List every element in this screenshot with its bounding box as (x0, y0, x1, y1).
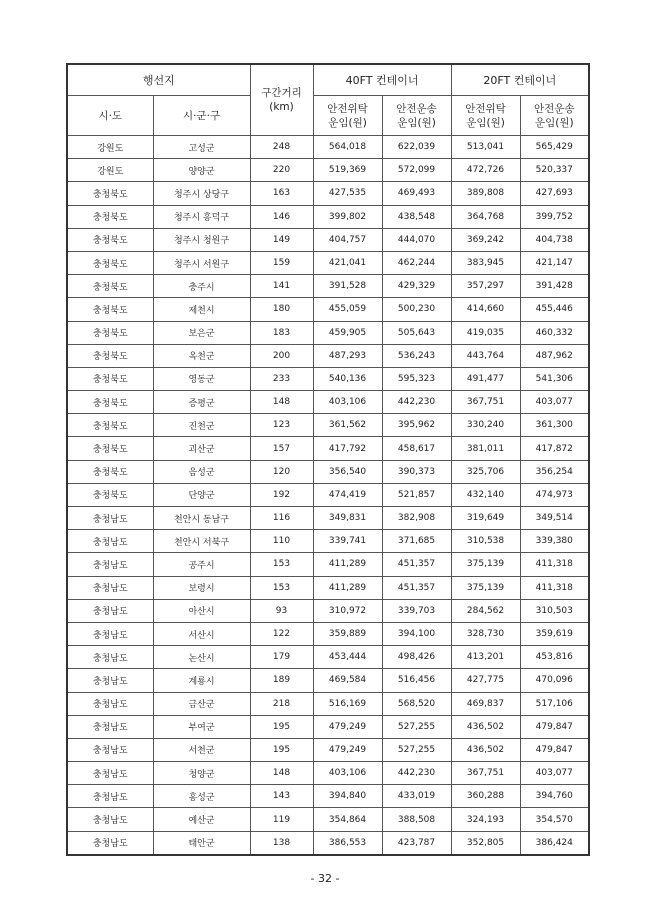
ft40-consign-cell: 349,831 (313, 507, 382, 530)
header-40ft: 40FT 컨테이너 (313, 64, 451, 96)
header-40ft-transport-unit: 운임(원) (397, 116, 436, 129)
header-region: 행선지 (67, 64, 250, 96)
table-row (67, 553, 589, 576)
header-20ft-consign-label: 안전위탁 (465, 102, 506, 115)
ft40-consign-cell: 427,535 (313, 182, 382, 205)
ft20-consign-cell: 436,502 (451, 715, 520, 738)
ft20-consign-cell: 375,139 (451, 553, 520, 576)
ft20-transport-cell: 541,306 (520, 367, 589, 390)
header-40ft-consign (313, 96, 382, 136)
ft40-transport-cell: 469,493 (382, 182, 451, 205)
distance-cell: 146 (250, 205, 313, 228)
table-row (67, 344, 589, 367)
ft40-transport-cell: 622,039 (382, 136, 451, 159)
distance-cell: 149 (250, 228, 313, 251)
city-cell: 옥천군 (153, 344, 250, 367)
city-cell: 양양군 (153, 159, 250, 182)
table-row (67, 692, 589, 715)
table-row (67, 530, 589, 553)
ft40-consign-cell: 354,864 (313, 808, 382, 831)
city-cell: 청주시 상당구 (153, 182, 250, 205)
distance-cell: 200 (250, 344, 313, 367)
ft40-consign-cell: 404,757 (313, 228, 382, 251)
ft40-transport-cell: 527,255 (382, 715, 451, 738)
ft40-transport-cell: 521,857 (382, 483, 451, 506)
province-cell: 충청남도 (67, 599, 153, 622)
ft40-consign-cell: 356,540 (313, 460, 382, 483)
city-cell: 증평군 (153, 391, 250, 414)
ft20-consign-cell: 472,726 (451, 159, 520, 182)
distance-cell: 153 (250, 553, 313, 576)
ft20-transport-cell: 403,077 (520, 762, 589, 785)
province-cell: 충청남도 (67, 762, 153, 785)
ft20-transport-cell: 460,332 (520, 321, 589, 344)
city-cell: 서천군 (153, 738, 250, 761)
ft40-consign-cell: 391,528 (313, 275, 382, 298)
header-20ft-transport-unit: 운임(원) (534, 116, 574, 129)
province-cell: 충청북도 (67, 483, 153, 506)
ft40-consign-cell: 564,018 (313, 136, 382, 159)
table-row (67, 391, 589, 414)
province-cell: 충청남도 (67, 622, 153, 645)
table-row (67, 669, 589, 692)
city-cell: 홍성군 (153, 785, 250, 808)
distance-cell: 195 (250, 738, 313, 761)
ft20-transport-cell: 474,973 (520, 483, 589, 506)
ft20-consign-cell: 367,751 (451, 391, 520, 414)
ft40-transport-cell: 388,508 (382, 808, 451, 831)
table-row (67, 715, 589, 738)
city-cell: 충주시 (153, 275, 250, 298)
ft20-transport-cell: 349,514 (520, 507, 589, 530)
ft20-consign-cell: 436,502 (451, 738, 520, 761)
ft40-consign-cell: 459,905 (313, 321, 382, 344)
distance-cell: 148 (250, 762, 313, 785)
ft20-transport-cell: 361,300 (520, 414, 589, 437)
table-row (67, 228, 589, 251)
city-cell: 부여군 (153, 715, 250, 738)
province-cell: 충청북도 (67, 460, 153, 483)
ft40-transport-cell: 442,230 (382, 391, 451, 414)
distance-cell: 195 (250, 715, 313, 738)
ft20-transport-cell: 404,738 (520, 228, 589, 251)
province-cell: 충청남도 (67, 785, 153, 808)
city-cell: 예산군 (153, 808, 250, 831)
city-cell: 진천군 (153, 414, 250, 437)
distance-cell: 116 (250, 507, 313, 530)
ft40-transport-cell: 451,357 (382, 553, 451, 576)
city-cell: 공주시 (153, 553, 250, 576)
ft40-transport-cell: 516,456 (382, 669, 451, 692)
distance-cell: 179 (250, 646, 313, 669)
table-row (67, 182, 589, 205)
distance-cell: 119 (250, 808, 313, 831)
ft20-consign-cell: 443,764 (451, 344, 520, 367)
city-cell: 청주시 청원구 (153, 228, 250, 251)
city-cell: 청주시 서원구 (153, 251, 250, 274)
table-row (67, 831, 589, 855)
ft20-consign-cell: 330,240 (451, 414, 520, 437)
distance-cell: 110 (250, 530, 313, 553)
distance-cell: 157 (250, 437, 313, 460)
ft40-transport-cell: 451,357 (382, 576, 451, 599)
ft20-consign-cell: 360,288 (451, 785, 520, 808)
distance-cell: 123 (250, 414, 313, 437)
province-cell: 충청북도 (67, 228, 153, 251)
ft40-transport-cell: 371,685 (382, 530, 451, 553)
ft20-transport-cell: 417,872 (520, 437, 589, 460)
header-20ft-transport (520, 96, 589, 136)
ft40-transport-cell: 498,426 (382, 646, 451, 669)
city-cell: 아산시 (153, 599, 250, 622)
distance-cell: 218 (250, 692, 313, 715)
ft40-consign-cell: 479,249 (313, 715, 382, 738)
ft40-transport-cell: 458,617 (382, 437, 451, 460)
ft40-consign-cell: 403,106 (313, 391, 382, 414)
ft20-consign-cell: 325,706 (451, 460, 520, 483)
ft20-transport-cell: 455,446 (520, 298, 589, 321)
ft40-transport-cell: 536,243 (382, 344, 451, 367)
ft20-consign-cell: 324,193 (451, 808, 520, 831)
province-cell: 강원도 (67, 159, 153, 182)
ft40-consign-cell: 519,369 (313, 159, 382, 182)
distance-cell: 248 (250, 136, 313, 159)
table-row (67, 367, 589, 390)
ft20-consign-cell: 328,730 (451, 622, 520, 645)
city-cell: 천안시 동남구 (153, 507, 250, 530)
province-cell: 충청남도 (67, 553, 153, 576)
ft40-consign-cell: 455,059 (313, 298, 382, 321)
ft20-transport-cell: 411,318 (520, 576, 589, 599)
distance-cell: 233 (250, 367, 313, 390)
ft40-consign-cell: 394,840 (313, 785, 382, 808)
header-40ft-consign-unit: 운임(원) (328, 116, 367, 129)
ft40-consign-cell: 417,792 (313, 437, 382, 460)
ft40-transport-cell: 438,548 (382, 205, 451, 228)
city-cell: 보은군 (153, 321, 250, 344)
city-cell: 괴산군 (153, 437, 250, 460)
ft20-transport-cell: 356,254 (520, 460, 589, 483)
ft40-transport-cell: 505,643 (382, 321, 451, 344)
table-row (67, 576, 589, 599)
ft20-consign-cell: 513,041 (451, 136, 520, 159)
ft20-transport-cell: 453,816 (520, 646, 589, 669)
ft20-transport-cell: 339,380 (520, 530, 589, 553)
ft20-transport-cell: 359,619 (520, 622, 589, 645)
ft20-transport-cell: 399,752 (520, 205, 589, 228)
province-cell: 충청북도 (67, 437, 153, 460)
ft20-transport-cell: 354,570 (520, 808, 589, 831)
page-number: - 32 - (310, 872, 340, 885)
ft20-consign-cell: 352,805 (451, 831, 520, 855)
city-cell: 논산시 (153, 646, 250, 669)
ft40-consign-cell: 339,741 (313, 530, 382, 553)
distance-cell: 141 (250, 275, 313, 298)
ft40-transport-cell: 382,908 (382, 507, 451, 530)
ft40-consign-cell: 421,041 (313, 251, 382, 274)
province-cell: 충청북도 (67, 205, 153, 228)
header-40ft-consign-label: 안전위탁 (327, 102, 368, 115)
ft40-consign-cell: 386,553 (313, 831, 382, 855)
ft40-consign-cell: 411,289 (313, 576, 382, 599)
table-row (67, 599, 589, 622)
ft40-consign-cell: 403,106 (313, 762, 382, 785)
distance-cell: 122 (250, 622, 313, 645)
ft20-consign-cell: 414,660 (451, 298, 520, 321)
distance-cell: 143 (250, 785, 313, 808)
table-row (67, 507, 589, 530)
ft40-consign-cell: 411,289 (313, 553, 382, 576)
ft20-transport-cell: 427,693 (520, 182, 589, 205)
header-20ft-transport-label: 안전운송 (534, 102, 575, 115)
ft20-transport-cell: 403,077 (520, 391, 589, 414)
province-cell: 충청북도 (67, 275, 153, 298)
table-row (67, 483, 589, 506)
header-40ft-transport-label: 안전운송 (396, 102, 437, 115)
distance-cell: 148 (250, 391, 313, 414)
distance-cell: 163 (250, 182, 313, 205)
distance-cell: 153 (250, 576, 313, 599)
distance-cell: 180 (250, 298, 313, 321)
ft40-consign-cell: 479,249 (313, 738, 382, 761)
table-row (67, 414, 589, 437)
distance-cell: 120 (250, 460, 313, 483)
distance-cell: 159 (250, 251, 313, 274)
ft40-consign-cell: 359,889 (313, 622, 382, 645)
city-cell: 영동군 (153, 367, 250, 390)
distance-cell: 183 (250, 321, 313, 344)
city-cell: 음성군 (153, 460, 250, 483)
ft20-consign-cell: 432,140 (451, 483, 520, 506)
province-cell: 충청북도 (67, 298, 153, 321)
header-city: 시·군·구 (153, 96, 250, 136)
ft20-transport-cell: 479,847 (520, 738, 589, 761)
city-cell: 고성군 (153, 136, 250, 159)
ft40-transport-cell: 339,703 (382, 599, 451, 622)
ft40-transport-cell: 423,787 (382, 831, 451, 855)
city-cell: 태안군 (153, 831, 250, 855)
ft40-transport-cell: 572,099 (382, 159, 451, 182)
ft20-transport-cell: 565,429 (520, 136, 589, 159)
ft40-transport-cell: 394,100 (382, 622, 451, 645)
header-20ft-consign (451, 96, 520, 136)
city-cell: 계룡시 (153, 669, 250, 692)
province-cell: 충청남도 (67, 576, 153, 599)
ft40-consign-cell: 361,562 (313, 414, 382, 437)
province-cell: 충청남도 (67, 669, 153, 692)
ft40-transport-cell: 429,329 (382, 275, 451, 298)
ft20-consign-cell: 357,297 (451, 275, 520, 298)
ft20-consign-cell: 369,242 (451, 228, 520, 251)
table-row (67, 785, 589, 808)
ft20-consign-cell: 375,139 (451, 576, 520, 599)
header-province: 시·도 (67, 96, 153, 136)
city-cell: 제천시 (153, 298, 250, 321)
city-cell: 단양군 (153, 483, 250, 506)
ft40-consign-cell: 453,444 (313, 646, 382, 669)
ft40-consign-cell: 310,972 (313, 599, 382, 622)
table-row (67, 738, 589, 761)
city-cell: 청주시 흥덕구 (153, 205, 250, 228)
city-cell: 금산군 (153, 692, 250, 715)
table-body (67, 136, 589, 855)
province-cell: 충청남도 (67, 715, 153, 738)
ft20-transport-cell: 391,428 (520, 275, 589, 298)
province-cell: 충청북도 (67, 251, 153, 274)
ft40-transport-cell: 595,323 (382, 367, 451, 390)
ft20-consign-cell: 491,477 (451, 367, 520, 390)
city-cell: 청양군 (153, 762, 250, 785)
ft20-consign-cell: 419,035 (451, 321, 520, 344)
table-row (67, 136, 589, 159)
city-cell: 보령시 (153, 576, 250, 599)
ft20-consign-cell: 389,808 (451, 182, 520, 205)
distance-cell: 189 (250, 669, 313, 692)
ft40-consign-cell: 516,169 (313, 692, 382, 715)
table-row (67, 275, 589, 298)
header-20ft: 20FT 컨테이너 (451, 64, 589, 96)
ft20-consign-cell: 367,751 (451, 762, 520, 785)
distance-cell: 93 (250, 599, 313, 622)
ft20-transport-cell: 487,962 (520, 344, 589, 367)
ft20-consign-cell: 427,775 (451, 669, 520, 692)
table-row (67, 159, 589, 182)
province-cell: 충청남도 (67, 692, 153, 715)
table-row (67, 622, 589, 645)
province-cell: 충청남도 (67, 738, 153, 761)
province-cell: 충청북도 (67, 391, 153, 414)
ft20-transport-cell: 411,318 (520, 553, 589, 576)
ft20-consign-cell: 364,768 (451, 205, 520, 228)
province-cell: 충청남도 (67, 808, 153, 831)
ft40-consign-cell: 474,419 (313, 483, 382, 506)
ft40-transport-cell: 390,373 (382, 460, 451, 483)
freight-rate-table (66, 63, 590, 856)
province-cell: 충청북도 (67, 182, 153, 205)
ft40-transport-cell: 444,070 (382, 228, 451, 251)
province-cell: 충청남도 (67, 530, 153, 553)
ft40-transport-cell: 527,255 (382, 738, 451, 761)
province-cell: 강원도 (67, 136, 153, 159)
table-row (67, 437, 589, 460)
province-cell: 충청북도 (67, 414, 153, 437)
ft40-transport-cell: 395,962 (382, 414, 451, 437)
province-cell: 충청남도 (67, 646, 153, 669)
province-cell: 충청남도 (67, 831, 153, 855)
table-row (67, 205, 589, 228)
table-row (67, 646, 589, 669)
table-row (67, 808, 589, 831)
ft40-consign-cell: 469,584 (313, 669, 382, 692)
ft40-transport-cell: 442,230 (382, 762, 451, 785)
ft40-consign-cell: 399,802 (313, 205, 382, 228)
city-cell: 서산시 (153, 622, 250, 645)
table-row (67, 460, 589, 483)
distance-cell: 192 (250, 483, 313, 506)
header-distance (250, 64, 313, 136)
ft20-consign-cell: 469,837 (451, 692, 520, 715)
ft20-transport-cell: 517,106 (520, 692, 589, 715)
table-row (67, 762, 589, 785)
ft20-transport-cell: 386,424 (520, 831, 589, 855)
ft20-transport-cell: 479,847 (520, 715, 589, 738)
ft40-transport-cell: 568,520 (382, 692, 451, 715)
ft20-consign-cell: 381,011 (451, 437, 520, 460)
ft20-transport-cell: 421,147 (520, 251, 589, 274)
ft20-consign-cell: 319,649 (451, 507, 520, 530)
province-cell: 충청북도 (67, 321, 153, 344)
ft40-consign-cell: 487,293 (313, 344, 382, 367)
table-row (67, 321, 589, 344)
ft20-consign-cell: 413,201 (451, 646, 520, 669)
header-20ft-consign-unit: 운임(원) (466, 116, 505, 129)
ft40-transport-cell: 500,230 (382, 298, 451, 321)
ft20-consign-cell: 284,562 (451, 599, 520, 622)
header-40ft-transport (382, 96, 451, 136)
ft40-transport-cell: 433,019 (382, 785, 451, 808)
province-cell: 충청남도 (67, 507, 153, 530)
ft40-consign-cell: 540,136 (313, 367, 382, 390)
header-distance-label: 구간거리 (261, 87, 302, 99)
ft20-consign-cell: 383,945 (451, 251, 520, 274)
distance-cell: 220 (250, 159, 313, 182)
ft20-transport-cell: 394,760 (520, 785, 589, 808)
province-cell: 충청북도 (67, 367, 153, 390)
distance-cell: 138 (250, 831, 313, 855)
table-row (67, 298, 589, 321)
ft20-transport-cell: 470,096 (520, 669, 589, 692)
ft20-transport-cell: 520,337 (520, 159, 589, 182)
ft20-transport-cell: 310,503 (520, 599, 589, 622)
ft40-transport-cell: 462,244 (382, 251, 451, 274)
table-row (67, 251, 589, 274)
header-distance-unit: (km) (269, 101, 294, 113)
ft20-consign-cell: 310,538 (451, 530, 520, 553)
city-cell: 천안시 서북구 (153, 530, 250, 553)
province-cell: 충청북도 (67, 344, 153, 367)
